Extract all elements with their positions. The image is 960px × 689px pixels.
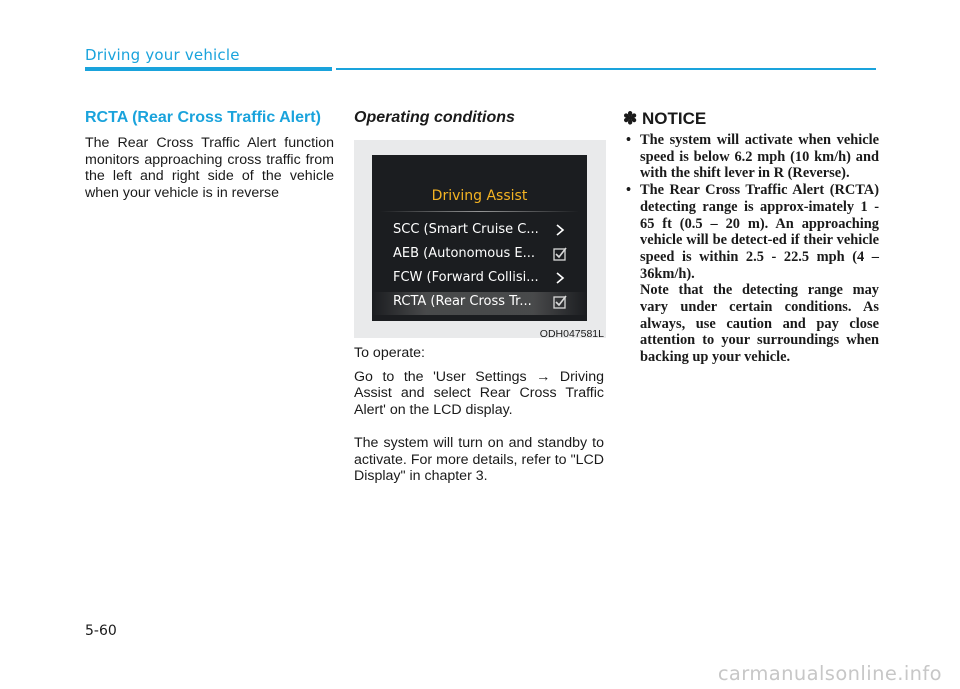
section-label: Driving your vehicle	[85, 46, 240, 64]
chevron-right-icon	[553, 271, 567, 285]
checkbox-checked-icon	[553, 247, 567, 261]
bullet-icon: •	[626, 182, 632, 199]
lcd-menu-title: Driving Assist	[431, 188, 528, 204]
notice-item-text: The Rear Cross Traffic Alert (RCTA) detecting range is approx-imately 1 - 65 ft (0.5 – 20 m). An approaching vehicle will be detect-ed if their vehicle speed is within 2.5 - 22.5 mph (4 – 36km/h).	[640, 182, 879, 282]
notice-mark-icon: ✽	[623, 109, 638, 128]
header-rule-thin	[336, 68, 876, 70]
notice-item	[623, 182, 879, 282]
notice-title-label: NOTICE	[641, 109, 707, 128]
rcta-description: The Rear Cross Traffic Alert function monitors approaching cross traffic from the left and right side of the vehicle when your vehicle is in reverse	[85, 135, 334, 201]
to-operate-label: To operate:	[354, 345, 425, 361]
lcd-menu-item-label: RCTA (Rear Cross Tr...	[393, 294, 532, 309]
lcd-menu-item-scc	[372, 220, 587, 243]
bullet-icon: •	[626, 132, 632, 148]
watermark: carmanualsonline.info	[717, 662, 942, 685]
rcta-heading: RCTA (Rear Cross Traffic Alert)	[85, 109, 321, 126]
lcd-menu-item-fcw	[372, 268, 587, 291]
lcd-menu-item-label: FCW (Forward Collisi...	[393, 270, 539, 285]
lcd-menu-item-label: AEB (Autonomous E...	[393, 246, 535, 261]
column-rcta-intro	[85, 109, 334, 201]
notice-item-text: Note that the detecting range may vary under certain conditions. As always, use caution and pay close attention to your surroundings when backing up your vehicle.	[640, 282, 879, 366]
lcd-divider	[380, 211, 579, 212]
header-rule-thick	[85, 67, 332, 71]
lcd-menu-item-rcta	[372, 292, 587, 315]
figure-code: ODH047581L	[539, 328, 604, 340]
lcd-screen	[372, 155, 587, 321]
page-number: 5-60	[85, 623, 117, 639]
column-operating-conditions	[354, 109, 604, 127]
notice-item-continuation	[623, 282, 879, 366]
lcd-figure	[354, 140, 606, 338]
notice-title	[623, 109, 879, 129]
standby-note: The system will turn on and standby to activate. For more details, refer to "LCD Display" in chapter 3.	[354, 435, 604, 484]
operate-steps: Go to the 'User Settings → Driving Assist and select Rear Cross Traffic Alert' on the LCD display.	[354, 368, 604, 418]
lcd-menu-item-aeb	[372, 244, 587, 267]
notice-list	[623, 132, 879, 366]
notice-item-text: The system will activate when vehicle speed is below 6.2 mph (10 km/h) and with the shift lever in R (Reverse).	[640, 132, 879, 182]
notice-box	[623, 109, 879, 366]
notice-item	[623, 132, 879, 182]
lcd-menu-item-label: SCC (Smart Cruise C...	[393, 222, 539, 237]
checkbox-checked-icon	[553, 295, 567, 309]
operating-conditions-heading: Operating conditions	[354, 109, 515, 126]
chevron-right-icon	[553, 223, 567, 237]
operating-instructions	[354, 345, 604, 485]
